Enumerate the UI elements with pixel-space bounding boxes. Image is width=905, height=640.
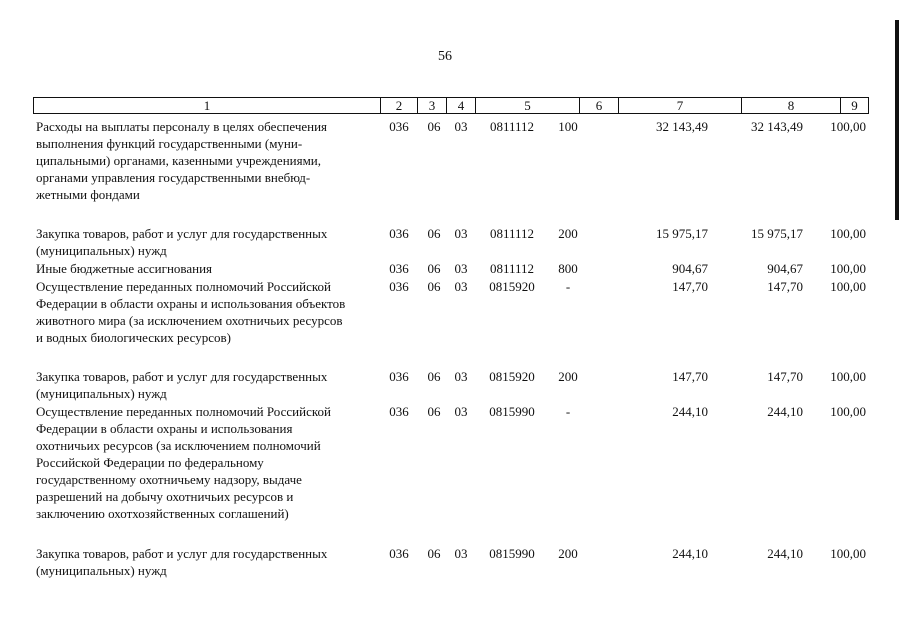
percent-cell: 100,00 bbox=[830, 279, 866, 294]
header-cell-6: 6 bbox=[595, 98, 603, 113]
section-cell: 06 bbox=[427, 119, 441, 134]
row-description bbox=[36, 225, 381, 259]
target-article-cell: 0811112 bbox=[489, 119, 535, 134]
percent-cell: 100,00 bbox=[830, 226, 866, 241]
description-line: (муниципальных) нужд bbox=[36, 386, 167, 401]
subsection-cell: 03 bbox=[454, 261, 468, 276]
scan-edge-mark bbox=[895, 20, 899, 220]
description-line: государственному охотничьему надзору, выдаче bbox=[36, 472, 302, 487]
percent-cell: 100,00 bbox=[830, 369, 866, 384]
executed-amount-cell: 147,70 bbox=[767, 279, 803, 294]
description-line: Федерации в области охраны и использования объектов bbox=[36, 296, 346, 311]
header-cell-9: 9 bbox=[851, 98, 858, 113]
description-line: органами управления государственными внебюд- bbox=[36, 170, 311, 185]
target-article-cell: 0815920 bbox=[489, 369, 535, 384]
expense-type-cell: 200 bbox=[558, 226, 578, 241]
description-line: Федерации в области охраны и использования bbox=[36, 421, 293, 436]
target-article-cell: 0815920 bbox=[489, 279, 535, 294]
subsection-cell: 03 bbox=[454, 369, 468, 384]
description-line: и водных биологических ресурсов) bbox=[36, 330, 231, 345]
row-description bbox=[36, 403, 381, 522]
row-description bbox=[36, 260, 381, 277]
header-cell-8: 8 bbox=[787, 98, 795, 113]
description-line: разрешений на добычу охотничьих ресурсов и bbox=[36, 489, 294, 504]
description-line: Расходы на выплаты персоналу в целях обеспечения bbox=[36, 119, 328, 134]
executed-amount-cell: 15 975,17 bbox=[751, 226, 803, 241]
executed-amount-cell: 32 143,49 bbox=[751, 119, 803, 134]
expense-type-cell: 800 bbox=[558, 261, 578, 276]
description-line: Закупка товаров, работ и услуг для государственных bbox=[36, 546, 328, 561]
section-cell: 06 bbox=[427, 226, 441, 241]
ministry-code-cell: 036 bbox=[389, 119, 409, 134]
subsection-cell: 03 bbox=[454, 226, 468, 241]
section-cell: 06 bbox=[427, 279, 441, 294]
percent-cell: 100,00 bbox=[830, 404, 866, 419]
row-description bbox=[36, 278, 381, 346]
section-cell: 06 bbox=[427, 369, 441, 384]
expense-type-cell: 100 bbox=[558, 119, 578, 134]
target-article-cell: 0811112 bbox=[489, 261, 535, 276]
target-article-cell: 0811112 bbox=[489, 226, 535, 241]
subsection-cell: 03 bbox=[454, 279, 468, 294]
percent-cell: 100,00 bbox=[830, 261, 866, 276]
target-article-cell: 0815990 bbox=[489, 546, 535, 561]
header-cell-3: 3 bbox=[428, 98, 436, 113]
header-cell-1: 1 bbox=[203, 98, 211, 113]
executed-amount-cell: 147,70 bbox=[767, 369, 803, 384]
executed-amount-cell: 244,10 bbox=[767, 546, 803, 561]
planned-amount-cell: 244,10 bbox=[672, 546, 708, 561]
description-line: Осуществление переданных полномочий Российской bbox=[36, 404, 331, 419]
ministry-code-cell: 036 bbox=[389, 261, 409, 276]
expense-type-cell: 200 bbox=[558, 369, 578, 384]
description-line: Российской Федерации по федеральному bbox=[36, 455, 264, 470]
section-cell: 06 bbox=[427, 261, 441, 276]
expense-type-cell: - bbox=[565, 279, 571, 294]
ministry-code-cell: 036 bbox=[389, 226, 409, 241]
executed-amount-cell: 904,67 bbox=[767, 261, 803, 276]
planned-amount-cell: 147,70 bbox=[672, 279, 708, 294]
ministry-code-cell: 036 bbox=[389, 369, 409, 384]
expense-type-cell: - bbox=[565, 404, 571, 419]
header-cell-2: 2 bbox=[395, 98, 403, 113]
expense-type-cell: 200 bbox=[558, 546, 578, 561]
planned-amount-cell: 244,10 bbox=[672, 404, 708, 419]
description-line: охотничьих ресурсов (за исключением полномочий bbox=[36, 438, 321, 453]
section-cell: 06 bbox=[427, 404, 441, 419]
subsection-cell: 03 bbox=[454, 546, 468, 561]
planned-amount-cell: 147,70 bbox=[672, 369, 708, 384]
description-line: Осуществление переданных полномочий Российской bbox=[36, 279, 331, 294]
planned-amount-cell: 32 143,49 bbox=[656, 119, 708, 134]
section-cell: 06 bbox=[427, 546, 441, 561]
description-line: (муниципальных) нужд bbox=[36, 563, 167, 578]
description-line: животного мира (за исключением охотничьих ресурсов bbox=[36, 313, 343, 328]
executed-amount-cell: 244,10 bbox=[767, 404, 803, 419]
description-line: заключению охотхозяйственных соглашений) bbox=[36, 506, 289, 521]
description-line: жетными фондами bbox=[36, 187, 140, 202]
description-line: Закупка товаров, работ и услуг для государственных bbox=[36, 226, 328, 241]
row-description bbox=[36, 368, 381, 402]
header-cell-5: 5 bbox=[524, 98, 531, 113]
page-number: 56 bbox=[438, 49, 452, 64]
planned-amount-cell: 15 975,17 bbox=[656, 226, 708, 241]
ministry-code-cell: 036 bbox=[389, 546, 409, 561]
subsection-cell: 03 bbox=[454, 119, 468, 134]
ministry-code-cell: 036 bbox=[389, 404, 409, 419]
header-cell-7: 7 bbox=[676, 98, 684, 113]
description-line: выполнения функций государственными (муни- bbox=[36, 136, 303, 151]
table-header-row bbox=[33, 97, 869, 114]
description-line: Иные бюджетные ассигнования bbox=[36, 261, 213, 276]
row-description bbox=[36, 545, 381, 579]
description-line: Закупка товаров, работ и услуг для государственных bbox=[36, 369, 328, 384]
percent-cell: 100,00 bbox=[830, 546, 866, 561]
header-cell-4: 4 bbox=[457, 98, 465, 113]
percent-cell: 100,00 bbox=[830, 119, 866, 134]
row-description bbox=[36, 118, 381, 203]
planned-amount-cell: 904,67 bbox=[672, 261, 708, 276]
ministry-code-cell: 036 bbox=[389, 279, 409, 294]
description-line: (муниципальных) нужд bbox=[36, 243, 167, 258]
target-article-cell: 0815990 bbox=[489, 404, 535, 419]
description-line: ципальными) органами, казенными учреждениями, bbox=[36, 153, 322, 168]
subsection-cell: 03 bbox=[454, 404, 468, 419]
